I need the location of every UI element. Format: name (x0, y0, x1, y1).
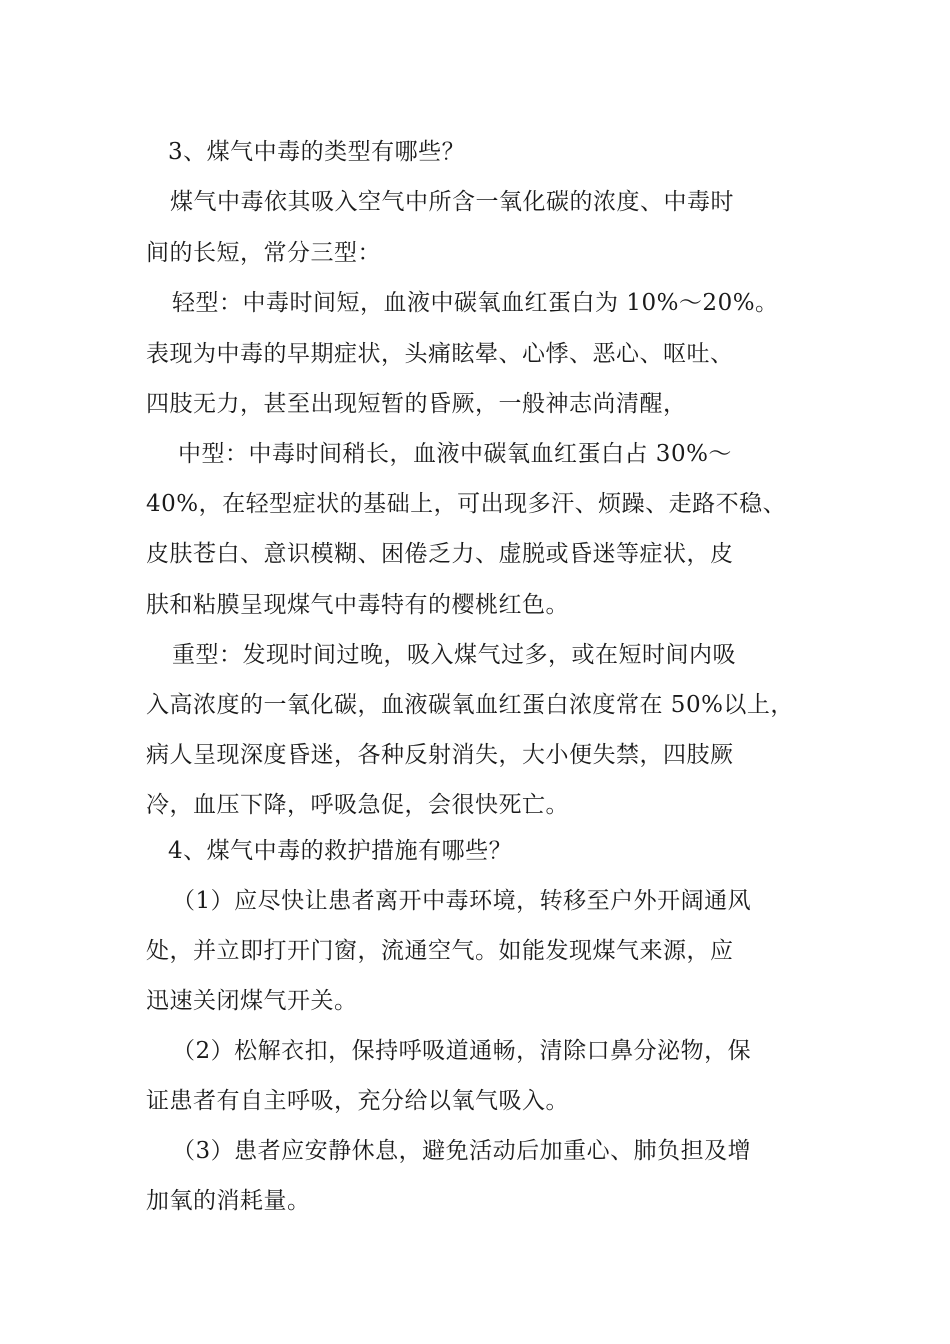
text-line: （1）应尽快让患者离开中毒环境，转移至户外开阔通风 (172, 888, 752, 914)
text-line: （2）松解衣扣，保持呼吸道通畅，清除口鼻分泌物，保 (172, 1038, 752, 1064)
text-line: 轻型：中毒时间短，血液中碳氧血红蛋白为 10%～20%。 (172, 290, 779, 316)
text-line: （3）患者应安静休息，避免活动后加重心、肺负担及增 (172, 1138, 752, 1164)
text-line: 冷，血压下降，呼吸急促，会很快死亡。 (146, 792, 569, 818)
text-line: 40%，在轻型症状的基础上，可出现多汗、烦躁、走路不稳、 (146, 491, 787, 517)
text-line: 中型：中毒时间稍长，血液中碳氧血红蛋白占 30%～ (178, 441, 732, 467)
text-line: 重型：发现时间过晚，吸入煤气过多，或在短时间内吸 (172, 642, 736, 668)
text-line: 煤气中毒依其吸入空气中所含一氧化碳的浓度、中毒时 (170, 189, 734, 215)
text-line: 入高浓度的一氧化碳，血液碳氧血红蛋白浓度常在 50%以上， (146, 692, 794, 718)
text-line: 四肢无力，甚至出现短暂的昏厥，一般神志尚清醒， (146, 391, 687, 417)
text-line: 证患者有自主呼吸，充分给以氧气吸入。 (146, 1088, 569, 1114)
heading-rescue: 4、煤气中毒的救护措施有哪些？ (168, 838, 513, 864)
text-line: 处，并立即打开门窗，流通空气。如能发现煤气来源，应 (146, 938, 734, 964)
heading-types: 3、煤气中毒的类型有哪些？ (168, 139, 466, 165)
text-line: 迅速关闭煤气开关。 (146, 988, 358, 1014)
text-line: 皮肤苍白、意识模糊、困倦乏力、虚脱或昏迷等症状，皮 (146, 541, 734, 567)
text-line: 加氧的消耗量。 (146, 1188, 311, 1214)
text-line: 病人呈现深度昏迷，各种反射消失，大小便失禁，四肢厥 (146, 742, 734, 768)
text-line: 肤和粘膜呈现煤气中毒特有的樱桃红色。 (146, 592, 569, 618)
text-line: 间的长短，常分三型： (146, 240, 381, 266)
text-line: 表现为中毒的早期症状，头痛眩晕、心悸、恶心、呕吐、 (146, 341, 734, 367)
